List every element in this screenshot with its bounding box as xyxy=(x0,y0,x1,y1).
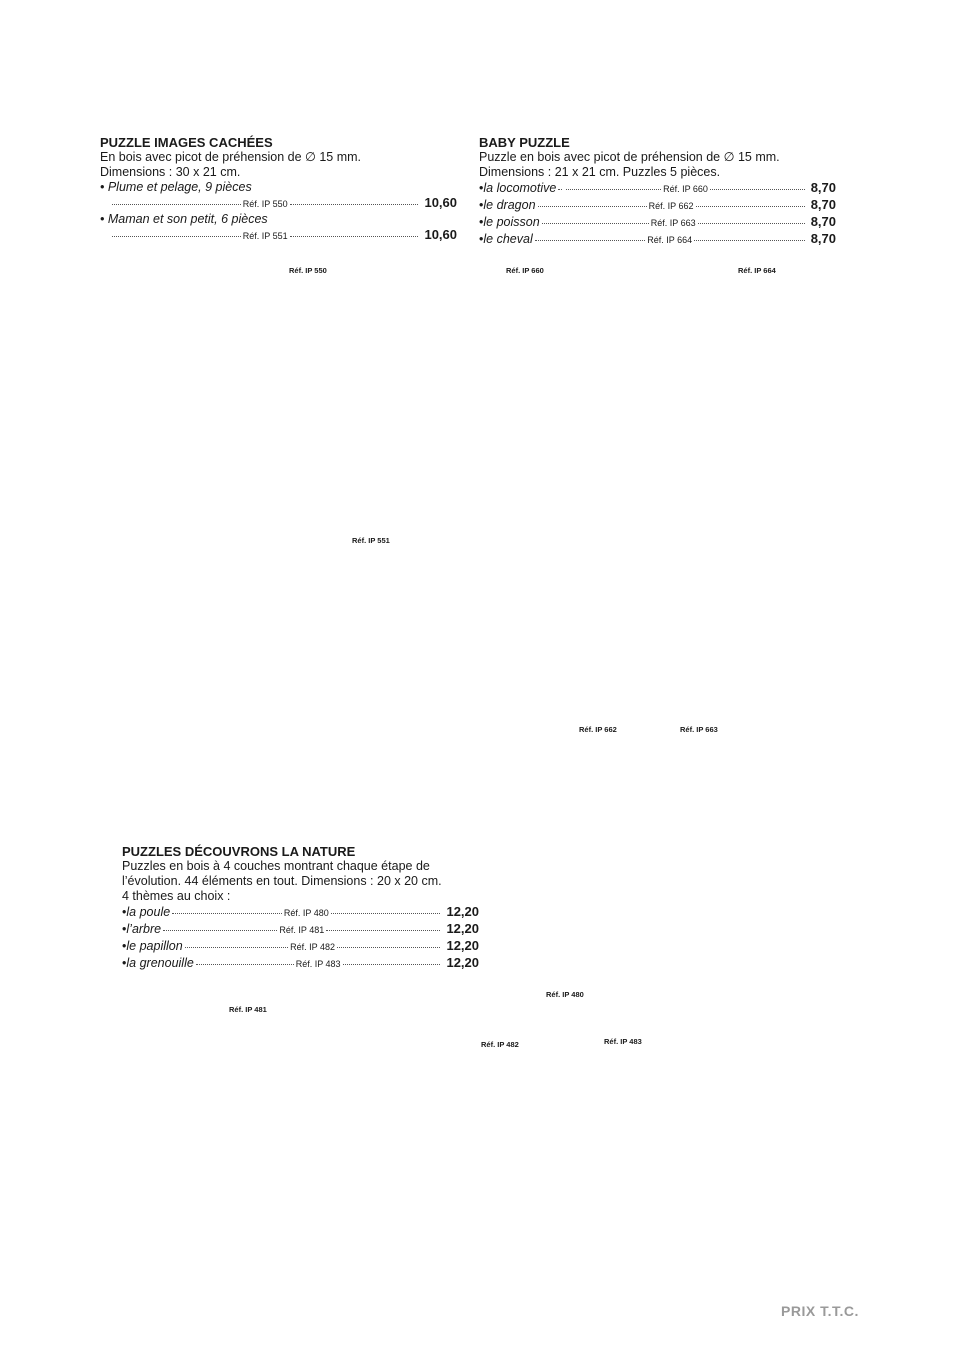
leader-dots xyxy=(112,204,241,205)
item-price: 12,20 xyxy=(446,938,480,953)
item-name: le papillon xyxy=(126,939,183,953)
section-title: BABY PUZZLE xyxy=(479,135,570,150)
section-description: l’évolution. 44 éléments en tout. Dimensions : 20 x 20 cm. xyxy=(122,874,442,888)
item-ref: Réf. IP 550 xyxy=(242,199,288,209)
image-label-ip550: Réf. IP 550 xyxy=(289,266,327,275)
item-row: • le dragon Réf. IP 662 8,70 xyxy=(479,197,837,212)
leader-dots xyxy=(290,236,419,237)
section-description: En bois avec picot de préhension de ∅ 15 mm. xyxy=(100,150,362,164)
item-ref: Réf. IP 664 xyxy=(647,235,693,245)
section-baby-puzzle xyxy=(479,135,836,248)
leader-dots xyxy=(343,964,441,965)
leader-dots xyxy=(696,206,805,207)
image-label-ip482: Réf. IP 482 xyxy=(481,1040,519,1049)
item-name: le dragon xyxy=(483,198,536,212)
image-label-ip481: Réf. IP 481 xyxy=(229,1005,267,1014)
item-ref: Réf. IP 660 xyxy=(663,184,708,194)
leader-dots xyxy=(535,240,646,241)
image-label-ip663: Réf. IP 663 xyxy=(680,725,718,734)
item-price: 8,70 xyxy=(810,214,836,229)
section-dimensions: Dimensions : 21 x 21 cm. Puzzles 5 pièces. xyxy=(479,165,721,179)
leader-dots xyxy=(290,204,419,205)
item-row: • la locomotive Réf. IP 660 8,70 xyxy=(479,180,836,195)
item-ref: Réf. IP 662 xyxy=(648,201,694,211)
leader-dots xyxy=(163,930,277,931)
item-price: 10,60 xyxy=(424,195,458,210)
item-ref: Réf. IP 480 xyxy=(283,908,329,918)
item-name: • Plume et pelage, 9 pièces xyxy=(100,180,252,194)
item-row: • la poule Réf. IP 480 12,20 xyxy=(122,904,480,919)
item-row: • la grenouille Réf. IP 483 12,20 xyxy=(122,955,480,970)
item-name: la grenouille xyxy=(126,956,194,970)
section-description: Puzzles en bois à 4 couches montrant chaque étape de xyxy=(122,859,430,873)
section-description: Puzzle en bois avec picot de préhension de ∅ 15 mm. xyxy=(479,150,780,164)
item-ref: Réf. IP 481 xyxy=(279,925,325,935)
item-name: le cheval xyxy=(483,232,533,246)
item-ref: Réf. IP 483 xyxy=(295,959,341,969)
item-price: 8,70 xyxy=(810,197,837,212)
leader-dots xyxy=(538,206,647,207)
item-row: • le poisson Réf. IP 663 8,70 xyxy=(479,214,836,229)
image-label-ip551: Réf. IP 551 xyxy=(352,536,390,545)
leader-dots xyxy=(172,913,282,914)
item-ref: Réf. IP 551 xyxy=(242,231,288,241)
image-label-ip664: Réf. IP 664 xyxy=(738,266,776,275)
leader-dots xyxy=(698,223,805,224)
footer-prix-ttc: PRIX T.T.C. xyxy=(781,1303,859,1319)
image-label-ip480: Réf. IP 480 xyxy=(546,990,584,999)
item-row xyxy=(100,195,457,212)
section-decouvrons-la-nature xyxy=(122,844,479,972)
item-price: 8,70 xyxy=(810,180,836,195)
item-name: l’arbre xyxy=(126,922,162,936)
section-dimensions: Dimensions : 30 x 21 cm. xyxy=(100,165,241,179)
item-price: 8,70 xyxy=(810,231,837,246)
leader-dots xyxy=(112,236,241,237)
section-themes: 4 thèmes au choix : xyxy=(122,889,231,903)
item-price: 10,60 xyxy=(424,227,458,242)
image-label-ip483: Réf. IP 483 xyxy=(604,1037,642,1046)
item-price: 12,20 xyxy=(446,921,479,936)
item-row xyxy=(100,227,457,244)
item-row: • l’arbre Réf. IP 481 12,20 xyxy=(122,921,479,936)
item-name: • Maman et son petit, 6 pièces xyxy=(100,212,268,226)
section-title: PUZZLES DÉCOUVRONS LA NATURE xyxy=(122,844,356,859)
item-name: la poule xyxy=(126,905,171,919)
item-price: 12,20 xyxy=(446,955,480,970)
item-ref: Réf. IP 663 xyxy=(650,218,696,228)
leader-dots xyxy=(196,964,294,965)
item-row: • le papillon Réf. IP 482 12,20 xyxy=(122,938,480,953)
image-label-ip660: Réf. IP 660 xyxy=(506,266,544,275)
leader-dots xyxy=(337,947,440,948)
leader-dots xyxy=(185,947,288,948)
leader-dots xyxy=(710,189,805,190)
image-label-ip662: Réf. IP 662 xyxy=(579,725,617,734)
section-title: PUZZLE IMAGES CACHÉES xyxy=(100,135,273,150)
leader-dots xyxy=(326,930,440,931)
item-row: • le cheval Réf. IP 664 8,70 xyxy=(479,231,837,246)
item-price: 12,20 xyxy=(446,904,480,919)
item-name: la locomotive xyxy=(483,181,557,195)
leader-dots xyxy=(331,913,441,914)
item-name: le poisson xyxy=(483,215,540,229)
section-puzzle-images-cachees xyxy=(100,135,457,244)
leader-dots xyxy=(566,189,661,190)
leader-dots xyxy=(542,223,649,224)
item-ref: Réf. IP 482 xyxy=(290,942,336,952)
leader-dots xyxy=(694,240,805,241)
